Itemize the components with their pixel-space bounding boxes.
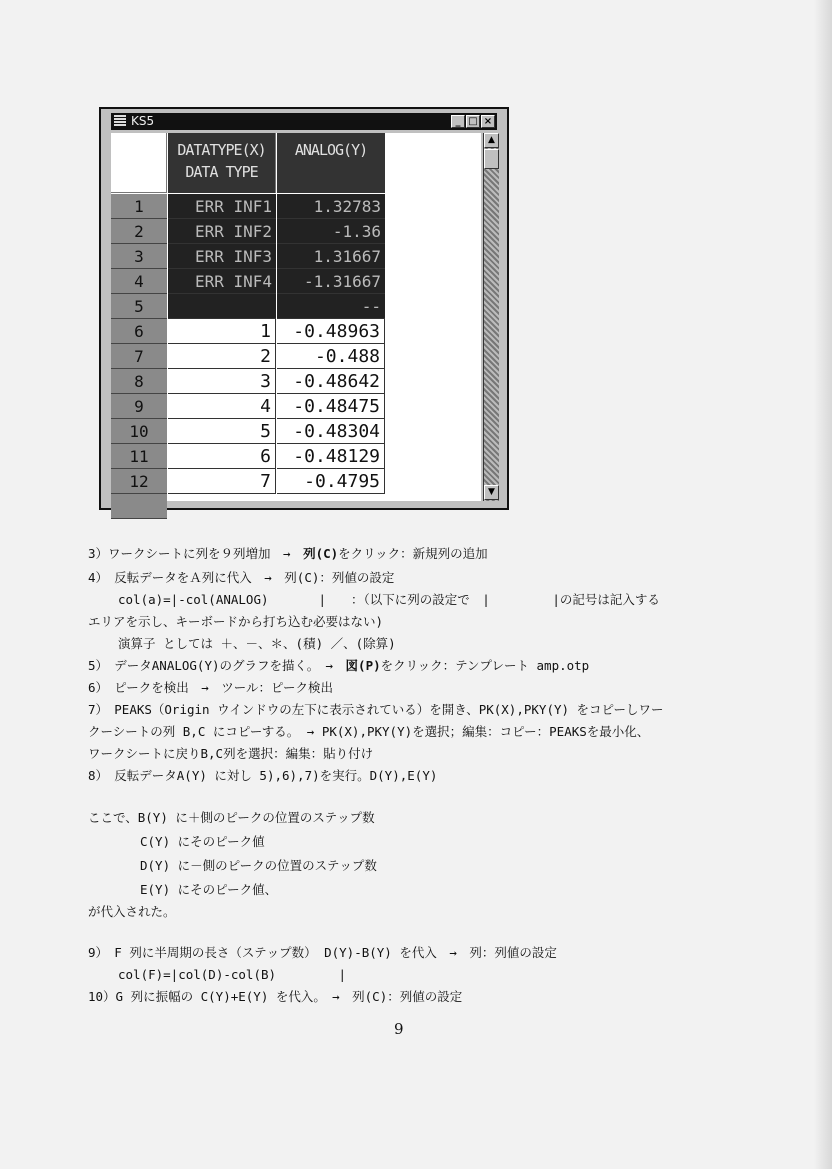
worksheet-icon xyxy=(114,115,126,127)
cell-datatype[interactable]: 3 xyxy=(168,369,276,394)
row-header[interactable]: 12 xyxy=(111,469,167,494)
cell-datatype[interactable]: ERR INF3 xyxy=(168,244,276,269)
instruction-step-9: 9） F 列に半周期の長さ（ステップ数） D(Y)-B(Y) を代入 → 列：列値の設定 xyxy=(88,945,557,960)
cell-analog[interactable]: -0.48642 xyxy=(277,369,385,394)
column-header-name: DATATYPE(X) xyxy=(177,141,266,159)
column-header-datatype[interactable] xyxy=(168,133,276,193)
row-header[interactable]: 4 xyxy=(111,269,167,294)
cell-analog[interactable]: -0.48963 xyxy=(277,319,385,344)
column-header-analog[interactable] xyxy=(277,133,385,193)
maximize-icon[interactable]: □ xyxy=(466,115,480,128)
instruction-step-3: 3）ワークシートに列を９列増加 → 列(C)をクリック：新規列の追加 xyxy=(88,546,488,561)
cell-analog[interactable]: 1.31667 xyxy=(277,244,385,269)
scroll-down-icon[interactable]: ▼ xyxy=(484,485,499,500)
instruction-step-7-cont2: ワークシートに戻りB,C列を選択：編集：貼り付け xyxy=(88,746,374,761)
cell-analog[interactable]: 1.32783 xyxy=(277,194,385,219)
row-header[interactable]: 7 xyxy=(111,344,167,369)
worksheet-grid xyxy=(111,133,481,501)
row-header[interactable]: 5 xyxy=(111,294,167,319)
cell-analog[interactable]: -0.48129 xyxy=(277,444,385,469)
cell-datatype[interactable]: 4 xyxy=(168,394,276,419)
row-header[interactable]: 2 xyxy=(111,219,167,244)
worksheet-window xyxy=(99,107,509,510)
cell-analog[interactable]: -0.488 xyxy=(277,344,385,369)
instruction-step-8: 8） 反転データA(Y) に対し 5),6),7)を実行。D(Y),E(Y) xyxy=(88,768,438,783)
formula-col-f: col(F)=|col(D)-col(B) | xyxy=(118,967,347,982)
instruction-step-4: 4） 反転データをＡ列に代入 → 列(C)：列値の設定 xyxy=(88,570,395,585)
row-header[interactable]: 6 xyxy=(111,319,167,344)
explanation-end: が代入された。 xyxy=(88,904,176,919)
row-header[interactable]: 10 xyxy=(111,419,167,444)
explanation-e: E(Y) にそのピーク値、 xyxy=(140,882,278,897)
instruction-step-10: 10）G 列に振幅の C(Y)+E(Y) を代入。 → 列(C)：列値の設定 xyxy=(88,989,463,1004)
grid-corner[interactable] xyxy=(111,133,167,193)
instruction-step-7: 7） PEAKS（Origin ウインドウの左下に表示されている）を開き、PK(X),PKY(Y) をコピーしワー xyxy=(88,702,664,717)
page-edge-shadow xyxy=(814,0,832,1169)
scroll-up-icon[interactable]: ▲ xyxy=(484,133,499,148)
vertical-scrollbar[interactable] xyxy=(483,133,499,501)
minimize-icon[interactable]: _ xyxy=(451,115,465,128)
cell-analog[interactable]: -0.48304 xyxy=(277,419,385,444)
cell-datatype[interactable]: 1 xyxy=(168,319,276,344)
cell-datatype[interactable] xyxy=(168,294,276,319)
cell-datatype[interactable]: ERR INF1 xyxy=(168,194,276,219)
explanation-c: C(Y) にそのピーク値 xyxy=(140,834,265,849)
row-header[interactable]: 1 xyxy=(111,194,167,219)
page-number: 9 xyxy=(394,1020,404,1038)
explanation-d: D(Y) に－側のピークの位置のステップ数 xyxy=(140,858,377,873)
explanation-b: ここで、B(Y) に＋側のピークの位置のステップ数 xyxy=(88,810,375,825)
cell-datatype[interactable]: 5 xyxy=(168,419,276,444)
cell-datatype[interactable]: ERR INF4 xyxy=(168,269,276,294)
cell-analog[interactable]: -- xyxy=(277,294,385,319)
cell-datatype[interactable]: ERR INF2 xyxy=(168,219,276,244)
row-header-partial[interactable] xyxy=(111,494,167,519)
instruction-step-5: 5） データANALOG(Y)のグラフを描く。 → 図(P)をクリック：テンプレート amp.otp xyxy=(88,658,590,673)
row-header[interactable]: 8 xyxy=(111,369,167,394)
scroll-thumb[interactable] xyxy=(484,149,499,169)
column-header-name: ANALOG(Y) xyxy=(294,141,368,159)
formula-col-a: col(a)=|-col(ANALOG) | ：（以下に列の設定で | |の記号は記入する xyxy=(118,592,660,607)
cell-analog[interactable]: -1.31667 xyxy=(277,269,385,294)
column-header-label: DATA TYPE xyxy=(185,163,258,181)
cell-analog[interactable]: -0.48475 xyxy=(277,394,385,419)
window-title: KS5 xyxy=(131,114,155,128)
instruction-step-7-cont: クーシートの列 B,C にコピーする。 → PK(X),PKY(Y)を選択；編集：コピー：PEAKSを最小化、 xyxy=(88,724,650,739)
cell-datatype[interactable]: 2 xyxy=(168,344,276,369)
row-header[interactable]: 11 xyxy=(111,444,167,469)
cell-datatype[interactable]: 7 xyxy=(168,469,276,494)
cell-analog[interactable]: -1.36 xyxy=(277,219,385,244)
operator-note: 演算子 としては ＋、－、＊、(積) ／、(除算) xyxy=(118,636,396,651)
cell-analog[interactable]: -0.4795 xyxy=(277,469,385,494)
close-icon[interactable]: × xyxy=(481,115,495,128)
instruction-note: エリアを示し、キーボードから打ち込む必要はない) xyxy=(88,614,384,629)
row-header[interactable]: 9 xyxy=(111,394,167,419)
row-header[interactable]: 3 xyxy=(111,244,167,269)
cell-datatype[interactable]: 6 xyxy=(168,444,276,469)
instruction-step-6: 6） ピークを検出 → ツール：ピーク検出 xyxy=(88,680,334,695)
window-titlebar[interactable] xyxy=(111,113,497,130)
